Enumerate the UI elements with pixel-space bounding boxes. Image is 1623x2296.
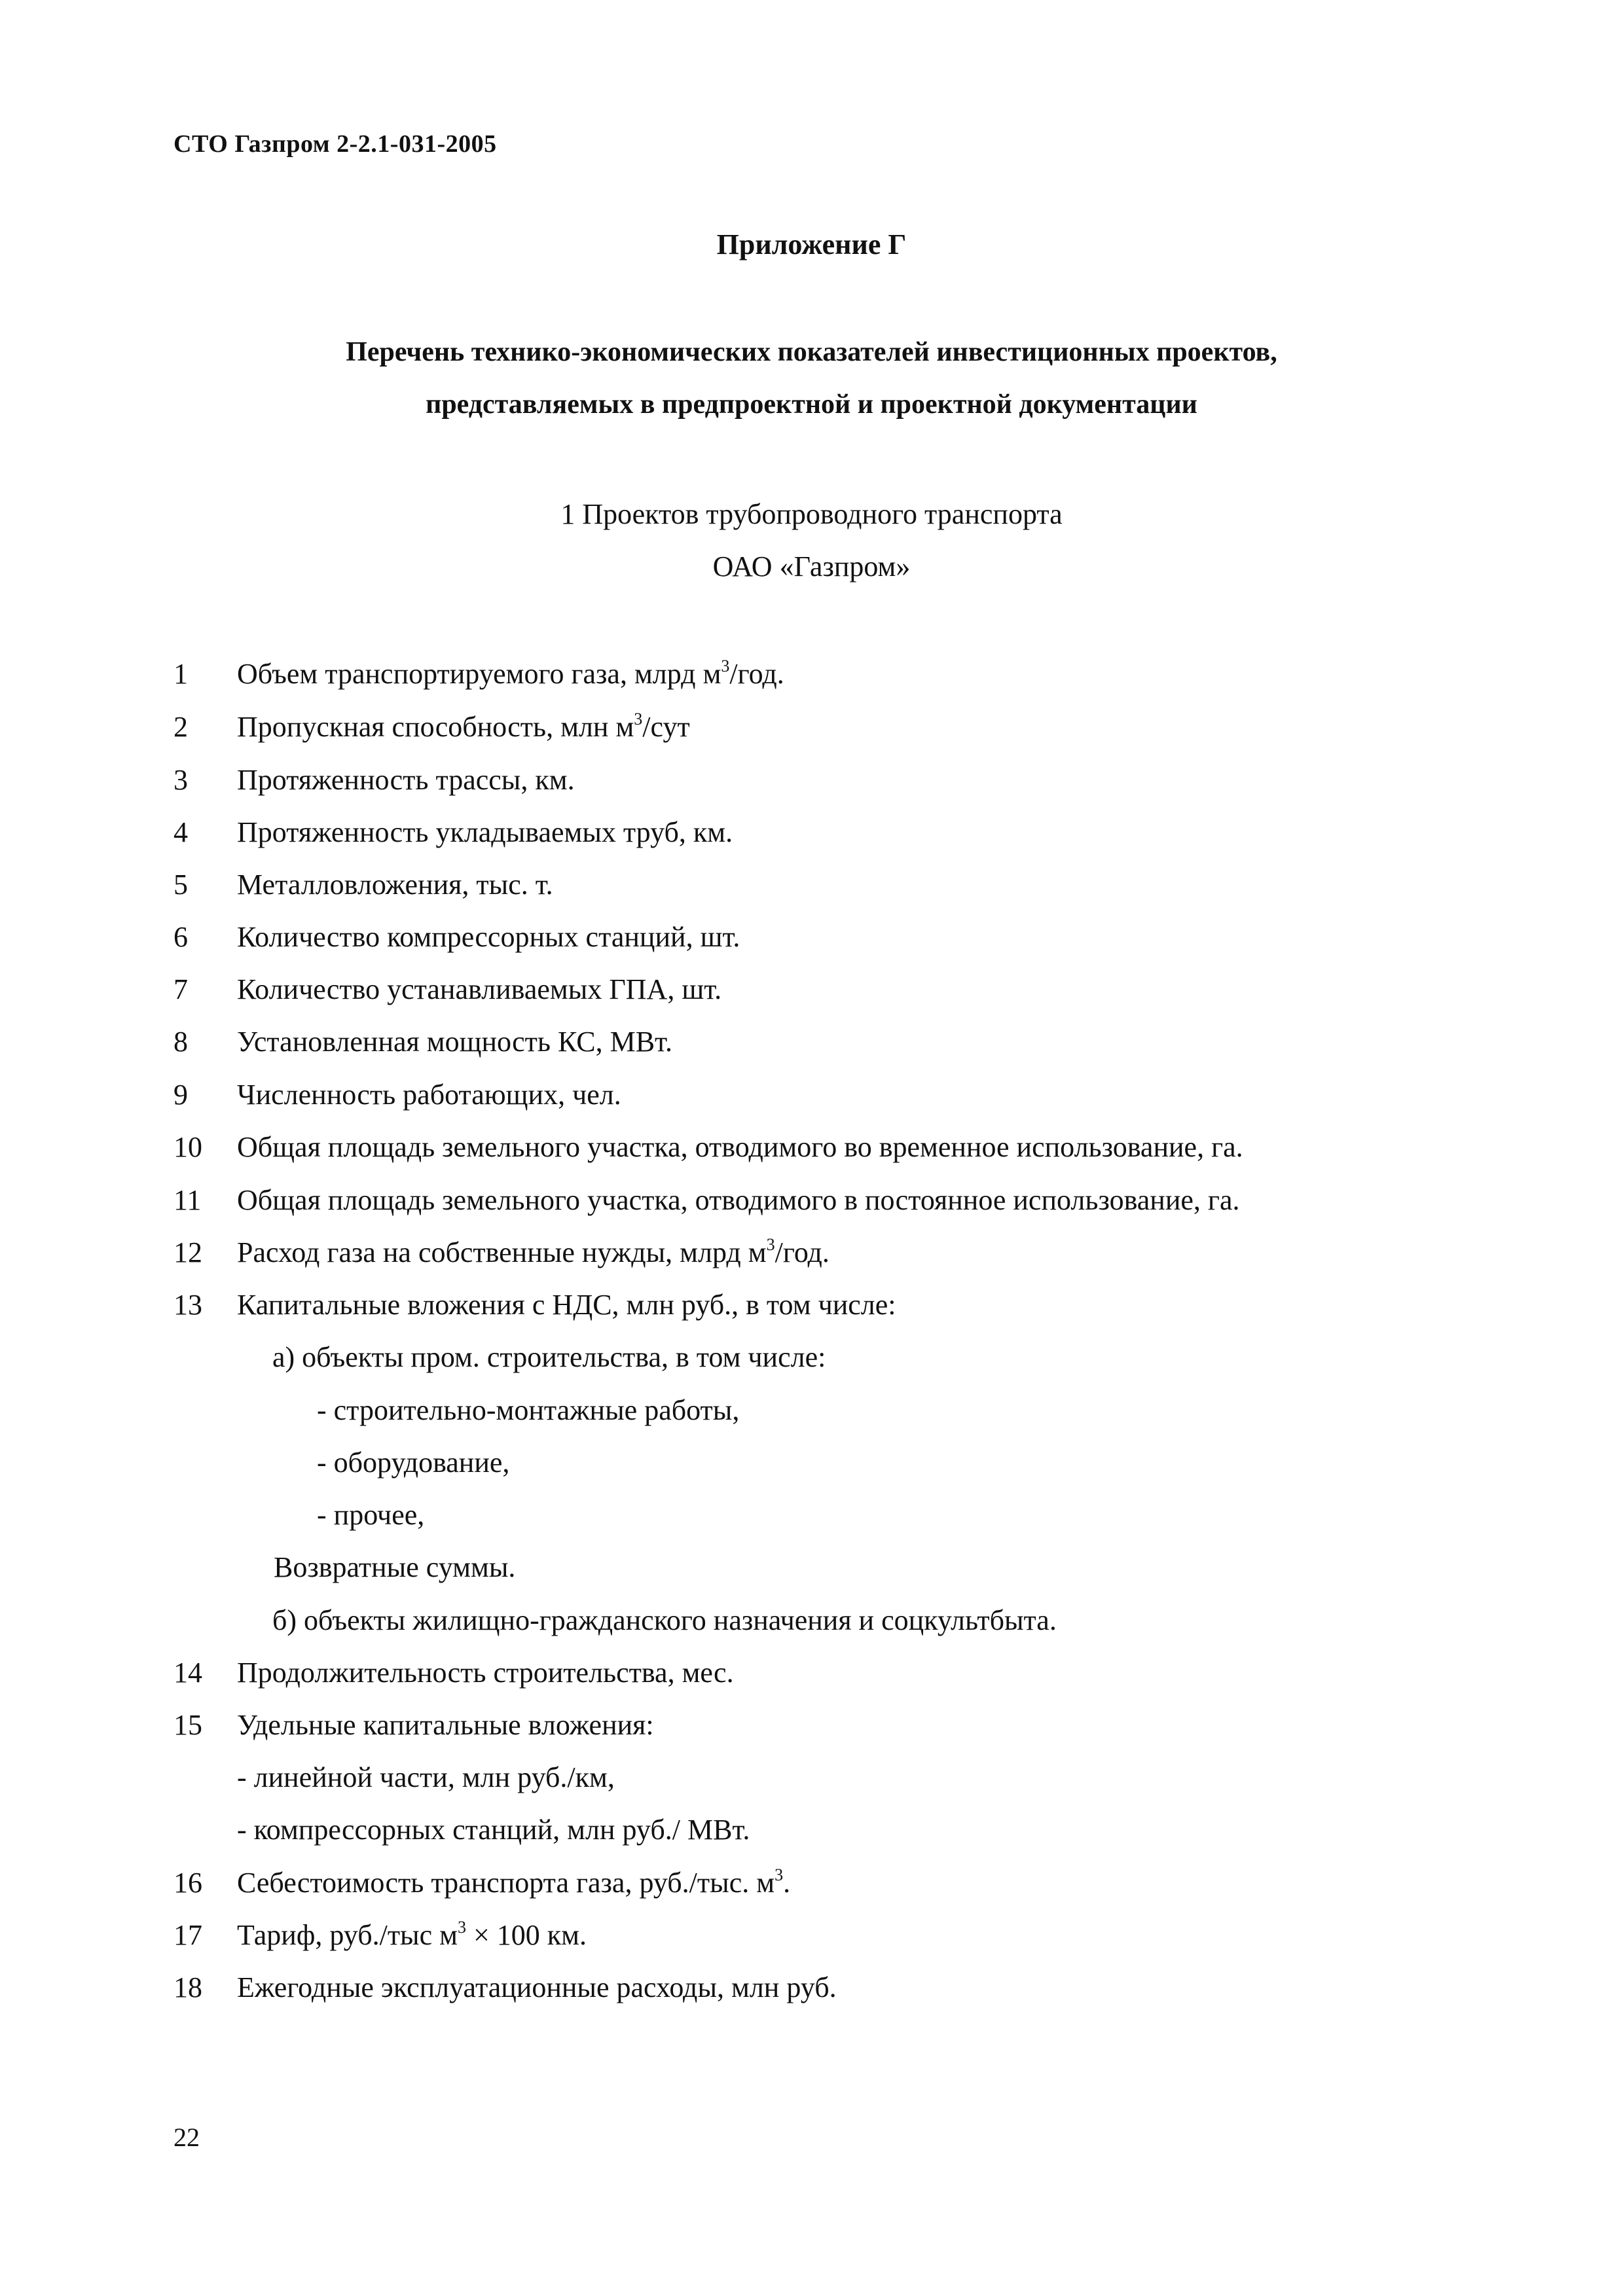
section-title-line-1: 1 Проектов трубопроводного транспорта xyxy=(560,498,1063,530)
list-item-text xyxy=(237,1129,1243,1166)
list-item-number: 18 xyxy=(173,1971,202,2003)
list-item-main-text: - прочее, xyxy=(317,1499,425,1531)
list-item-number: 11 xyxy=(173,1184,202,1216)
document-title-line-1: Перечень технико-экономических показателей инвестиционных проектов, xyxy=(346,337,1277,367)
list-item-main-text: Установленная мощность КС, МВт. xyxy=(237,1026,672,1058)
list-item-main-text: - оборудование, xyxy=(317,1446,510,1479)
list-item-superscript: 3 xyxy=(766,1235,775,1254)
list-item-number: 4 xyxy=(173,816,188,848)
list-item-text xyxy=(274,1549,515,1586)
list-item-text xyxy=(237,1707,654,1744)
page-number: 22 xyxy=(173,2123,200,2152)
list-item-tail-text: /сут xyxy=(642,711,690,743)
list-item-main-text: Протяженность укладываемых труб, км. xyxy=(237,816,733,848)
list-item-text xyxy=(237,919,740,956)
list-item-text xyxy=(237,1077,621,1113)
list-item-main-text: Количество компрессорных станций, шт. xyxy=(237,921,740,953)
list-item-main-text: Общая площадь земельного участка, отводимого в постоянное использование, га. xyxy=(237,1184,1240,1216)
list-item-text xyxy=(237,1287,896,1323)
list-item-superscript: 3 xyxy=(457,1918,466,1937)
list-item-main-text: Ежегодные эксплуатационные расходы, млн руб. xyxy=(237,1971,837,2003)
list-item-main-text: Продолжительность строительства, мес. xyxy=(237,1657,734,1689)
list-item-main-text: Протяженность трассы, км. xyxy=(237,764,575,796)
appendix-title: Приложение Г xyxy=(716,228,907,260)
list-item-main-text: Количество устанавливаемых ГПА, шт. xyxy=(237,973,722,1005)
list-item-main-text: Тариф, руб./тыс м xyxy=(237,1919,458,1951)
list-item-text xyxy=(237,1759,615,1796)
list-item-text xyxy=(237,1969,837,2006)
list-item-text xyxy=(237,867,553,903)
list-item-text xyxy=(237,1234,830,1271)
list-item-superscript: 3 xyxy=(721,656,730,675)
list-item-text xyxy=(317,1444,509,1481)
list-item-main-text: Общая площадь земельного участка, отводимого во временное использование, га. xyxy=(237,1131,1243,1163)
list-item-text xyxy=(237,1917,587,1954)
list-item-text xyxy=(237,1812,750,1848)
list-item-number: 17 xyxy=(173,1919,202,1951)
list-item-number: 6 xyxy=(173,921,188,953)
list-item-number: 8 xyxy=(173,1026,188,1058)
list-item-number: 5 xyxy=(173,869,188,901)
section-title-line-2: ОАО «Газпром» xyxy=(712,550,911,583)
document-title-line-2: представляемых в предпроектной и проектной документации xyxy=(426,389,1197,420)
list-item-text xyxy=(237,656,784,692)
list-item-number: 3 xyxy=(173,764,188,796)
list-item-tail-text: /год. xyxy=(729,658,784,690)
list-item-main-text: Объем транспортируемого газа, млрд м xyxy=(237,658,721,690)
list-item-text xyxy=(237,971,721,1008)
list-item-number: 1 xyxy=(173,658,188,690)
list-item-main-text: Численность работающих, чел. xyxy=(237,1079,621,1111)
list-item-main-text: Возвратные суммы. xyxy=(274,1551,516,1583)
list-item-text xyxy=(237,1655,734,1691)
list-item-text xyxy=(237,762,575,798)
list-item-number: 2 xyxy=(173,711,188,743)
list-item-main-text: - строительно-монтажные работы, xyxy=(317,1394,740,1426)
list-item-number: 7 xyxy=(173,973,188,1005)
list-item-number: 14 xyxy=(173,1657,202,1689)
list-item-main-text: Металловложения, тыс. т. xyxy=(237,869,553,901)
list-item-tail-text: /год. xyxy=(775,1236,830,1268)
list-item-main-text: - линейной части, млн руб./км, xyxy=(237,1761,615,1793)
list-item-main-text: - компрессорных станций, млн руб./ МВт. xyxy=(237,1814,750,1846)
list-item-main-text: Пропускная способность, млн м xyxy=(237,711,634,743)
list-item-number: 16 xyxy=(173,1867,202,1899)
list-item-number: 12 xyxy=(173,1236,202,1268)
list-item-main-text: Капитальные вложения с НДС, млн руб., в том числе: xyxy=(237,1289,896,1321)
list-item-main-text: а) объекты пром. строительства, в том числе: xyxy=(272,1341,826,1373)
list-item-text xyxy=(272,1602,1057,1639)
list-item-main-text: б) объекты жилищно-гражданского назначения и соцкультбыта. xyxy=(272,1604,1057,1636)
list-item-superscript: 3 xyxy=(775,1865,784,1884)
list-item-text xyxy=(237,709,690,745)
list-item-text xyxy=(237,1182,1240,1219)
list-item-main-text: Расход газа на собственные нужды, млрд м xyxy=(237,1236,767,1268)
list-item-superscript: 3 xyxy=(634,709,643,728)
list-item-text xyxy=(237,1024,672,1060)
list-item-text xyxy=(237,814,733,851)
list-item-text xyxy=(237,1865,790,1901)
list-item-tail-text: × 100 км. xyxy=(465,1919,587,1951)
list-item-text xyxy=(272,1339,826,1376)
list-item-text xyxy=(317,1497,424,1534)
list-item-main-text: Удельные капитальные вложения: xyxy=(237,1709,654,1741)
list-item-tail-text: . xyxy=(783,1867,791,1899)
document-code-header: СТО Газпром 2-2.1-031-2005 xyxy=(173,130,497,158)
list-item-number: 15 xyxy=(173,1709,202,1741)
list-item-number: 13 xyxy=(173,1289,202,1321)
list-item-number: 10 xyxy=(173,1131,202,1163)
list-item-main-text: Себестоимость транспорта газа, руб./тыс. м xyxy=(237,1867,775,1899)
list-item-number: 9 xyxy=(173,1079,188,1111)
list-item-text xyxy=(317,1392,739,1429)
